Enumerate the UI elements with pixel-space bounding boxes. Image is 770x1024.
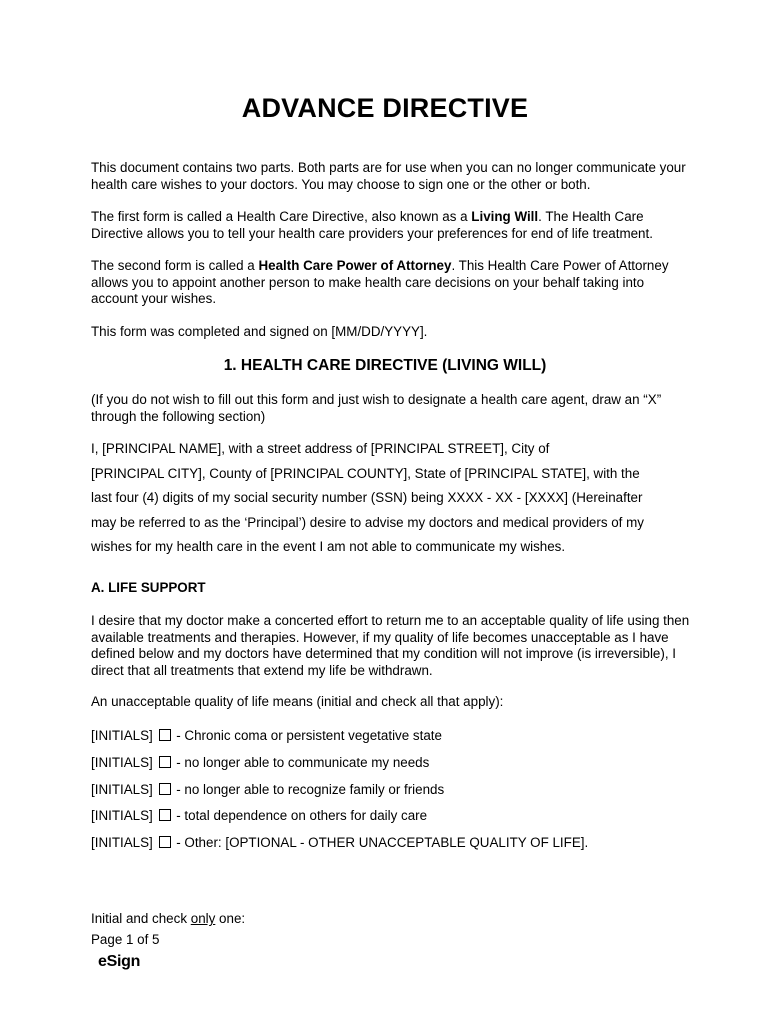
section-heading: 1. HEALTH CARE DIRECTIVE (LIVING WILL) bbox=[223, 357, 547, 374]
text-run: The first form is called a Health Care Directive, also known as a bbox=[91, 209, 472, 224]
text-run: Initial and check bbox=[91, 911, 191, 926]
option-row bbox=[91, 782, 444, 798]
principal-line: I, [PRINCIPAL NAME], with a street address of [PRINCIPAL STREET], City of bbox=[91, 441, 550, 456]
option-row bbox=[91, 755, 429, 771]
initial-check-instruction bbox=[91, 911, 245, 926]
option-text: - total dependence on others for daily care bbox=[176, 808, 428, 823]
option-row bbox=[91, 835, 588, 851]
principal-paragraph bbox=[91, 437, 711, 560]
initials-label: [INITIALS] bbox=[91, 728, 153, 743]
text-run: . This Health Care Power of Attorney allows you to appoint another person to make health care decisions on your behalf taking into account your wishes. bbox=[91, 258, 669, 306]
principal-line: [PRINCIPAL CITY], County of [PRINCIPAL COUNTY], State of [PRINCIPAL STATE], with the bbox=[91, 465, 640, 481]
text-run: . The Health Care Directive allows you to tell your health care providers your preferences for end of life treatment. bbox=[91, 209, 653, 241]
checkbox[interactable] bbox=[159, 809, 171, 821]
option-text: - no longer able to communicate my needs bbox=[176, 755, 430, 770]
option-row bbox=[91, 728, 442, 744]
subsection-heading: A. LIFE SUPPORT bbox=[91, 580, 206, 595]
principal-line: wishes for my health care in the event I am not able to communicate my wishes. bbox=[91, 539, 566, 554]
checkbox[interactable] bbox=[159, 756, 171, 768]
bold-term: Living Will bbox=[471, 209, 539, 224]
section-note: (If you do not wish to fill out this form and just wish to designate a health care agent, draw an “X” through the following section) bbox=[91, 392, 662, 424]
text-run: The second form is called a bbox=[91, 258, 259, 273]
text-run: one: bbox=[215, 911, 246, 926]
principal-line: last four (4) digits of my social security number (SSN) being XXXX - XX - [XXXX] (Hereinafter bbox=[91, 490, 643, 505]
bold-term: Health Care Power of Attorney bbox=[258, 258, 452, 273]
principal-line: may be referred to as the ‘Principal’) desire to advise my doctors and medical providers of my bbox=[91, 514, 644, 530]
option-text: - no longer able to recognize family or friends bbox=[176, 782, 445, 797]
living-will-paragraph bbox=[91, 209, 691, 242]
checkbox[interactable] bbox=[159, 836, 171, 848]
initials-label: [INITIALS] bbox=[91, 755, 153, 770]
checkbox[interactable] bbox=[159, 783, 171, 795]
esign-logo: eSign bbox=[98, 953, 141, 970]
initials-label: [INITIALS] bbox=[91, 808, 153, 823]
option-text: - Other: [OPTIONAL - OTHER UNACCEPTABLE QUALITY OF LIFE]. bbox=[176, 835, 589, 850]
completion-date-paragraph: This form was completed and signed on [MM/DD/YYYY]. bbox=[91, 324, 428, 339]
option-text: - Chronic coma or persistent vegetative state bbox=[176, 728, 442, 743]
option-row bbox=[91, 808, 427, 824]
document-title: ADVANCE DIRECTIVE bbox=[241, 93, 529, 123]
intro-paragraph: This document contains two parts. Both parts are for use when you can no longer communicate your health care wishes to your doctors. You may choose to sign one or the other or both. bbox=[91, 160, 686, 192]
checkbox[interactable] bbox=[159, 729, 171, 741]
unacceptable-intro: An unacceptable quality of life means (initial and check all that apply): bbox=[91, 694, 504, 709]
initials-label: [INITIALS] bbox=[91, 835, 153, 850]
underlined-word: only bbox=[190, 911, 216, 926]
initials-label: [INITIALS] bbox=[91, 782, 153, 797]
power-of-attorney-paragraph bbox=[91, 258, 691, 308]
life-support-paragraph: I desire that my doctor make a concerted effort to return me to an acceptable quality of life using then available treatments and therapies. However, if my quality of life becomes unacceptable as I have defined below and my doctors have determined that my condition will not improve (is irreversible), I direct that all treatments that extend my life be withdrawn. bbox=[91, 613, 690, 678]
page-number: Page 1 of 5 bbox=[91, 932, 160, 947]
